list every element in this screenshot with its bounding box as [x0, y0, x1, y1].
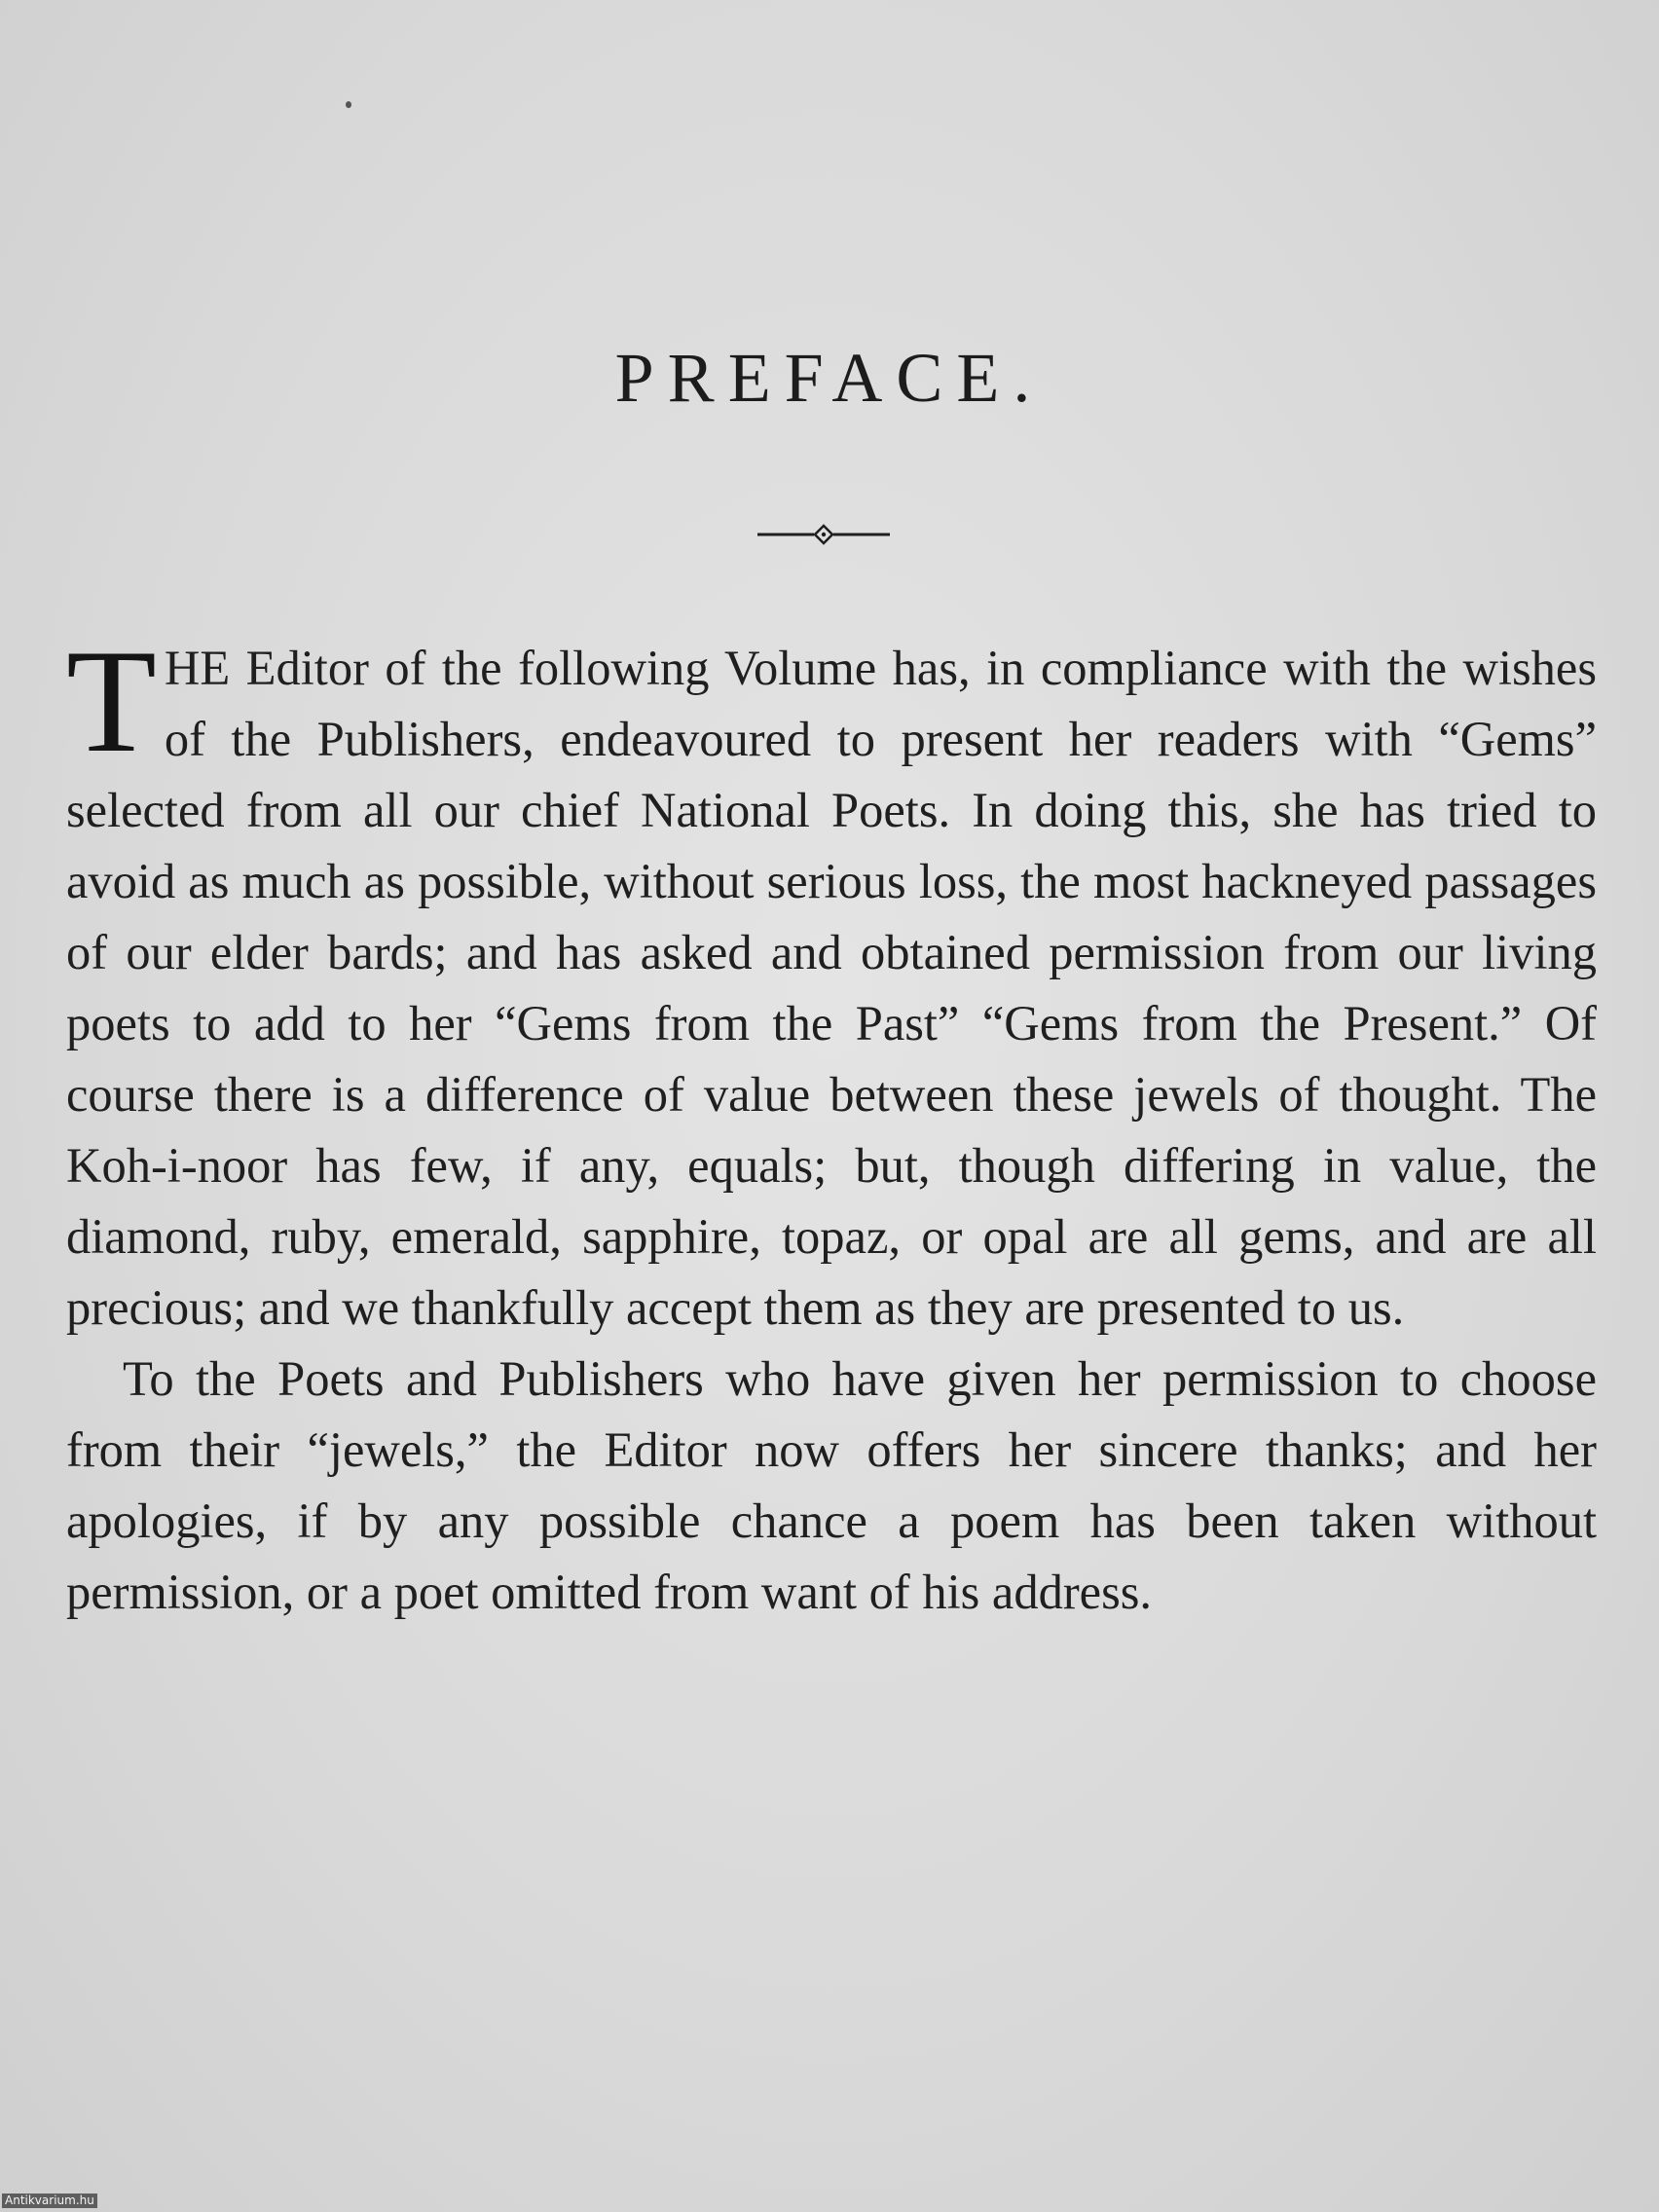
paper-speck — [346, 101, 351, 108]
page-title: PREFACE. — [614, 339, 1045, 417]
preface-body — [66, 619, 1597, 1628]
diamond-rule-ornament-icon — [756, 520, 892, 549]
preface-paragraph-1 — [66, 619, 1597, 1344]
source-watermark: Antikvarium.hu — [2, 2194, 97, 2208]
paragraph-2-text: To the Poets and Publishers who have given her permission to choose from their “jewels,” the Editor now offers her sincere thanks; and her apologies, if by any possible chance a poem has been taken without permission, or a poet omitted from want of his address. — [66, 1351, 1597, 1619]
paragraph-1-text: HE Editor of the following Volume has, in compliance with the wishes of the Publishers, endeavoured to present her readers with “Gems” selected from all our chief National Poets. In doing this, she has tried to avoid as much as possible, without serious loss, the most hackneyed passages of our elder bards; and has asked and obtained permission from our living poets to add to her “Gems from the Past” “Gems from the Present.” Of course there is a difference of value between these jewels of thought. The Koh-i-noor has few, if any, equals; but, though differing in value, the diamond, ruby, emerald, sapphire, topaz, or opal are all gems, and are all precious; and we thankfully accept them as they are presented to us. — [66, 641, 1597, 1335]
drop-cap-letter: T — [66, 619, 157, 783]
preface-paragraph-2 — [66, 1344, 1597, 1628]
